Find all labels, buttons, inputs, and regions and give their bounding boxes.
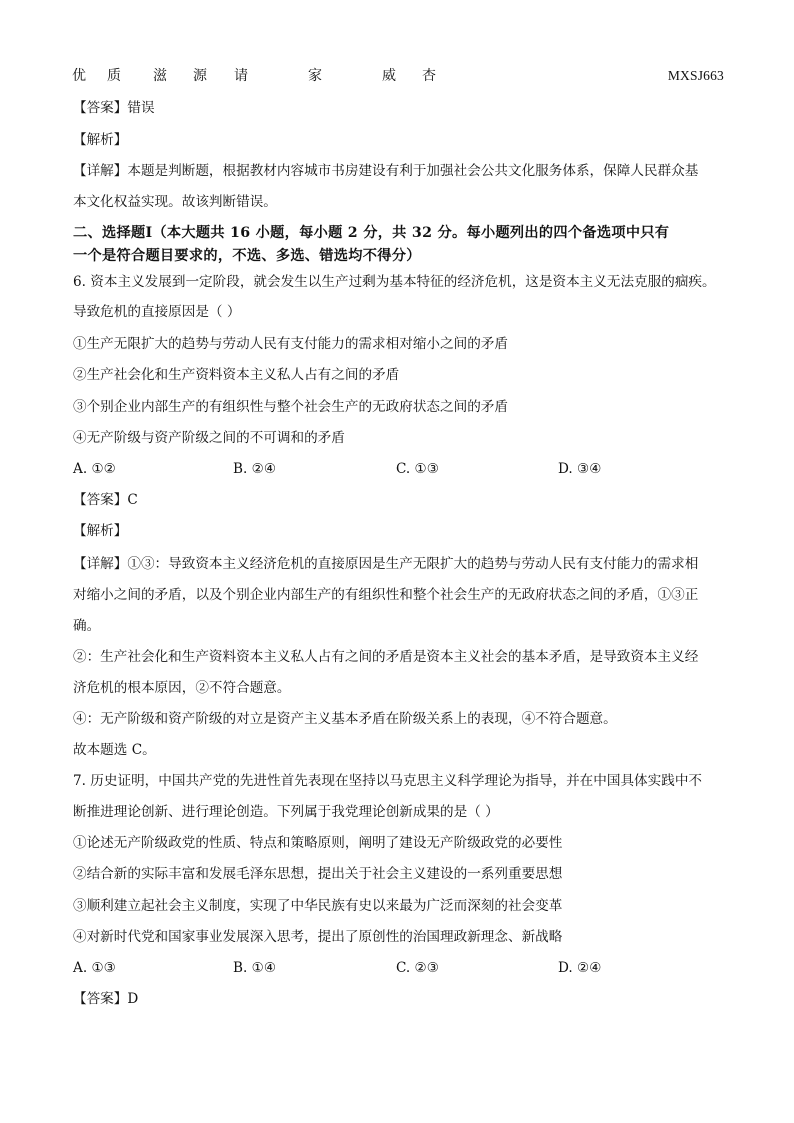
header-char: 请 [234, 68, 248, 84]
statement-item: ②生产社会化和生产资料资本主义私人占有之间的矛盾 [73, 367, 400, 383]
analysis-label: 【解析】 [73, 523, 128, 539]
choice-option: D. ②④ [558, 960, 602, 976]
answer-line: 【答案】错误 [73, 100, 155, 116]
header-char: 滋 [153, 68, 167, 84]
choice-option: A. ①② [73, 461, 116, 477]
statement-item: ④无产阶级与资产阶级之间的不可调和的矛盾 [73, 430, 345, 446]
header-char: 优 [72, 68, 86, 84]
choice-option: C. ①③ [396, 461, 439, 477]
section-heading: 二、选择题Ⅰ（本大题共 16 小题，每小题 2 分，共 32 分。每小题列出的四个备选项中只有 [73, 225, 670, 241]
choice-option: D. ③④ [558, 461, 602, 477]
detail-line: 对缩小之间的矛盾，以及个别企业内部生产的有组织性和整个社会生产的无政府状态之间的矛盾，①③正 [73, 587, 699, 603]
answer-line: 【答案】C [73, 492, 138, 508]
question-stem: 7. 历史证明，中国共产党的先进性首先表现在坚持以马克思主义科学理论为指导，并在中国具体实践中不 [73, 773, 703, 789]
statement-item: ③顺利建立起社会主义制度，实现了中华民族有史以来最为广泛而深刻的社会变革 [73, 898, 563, 914]
header-char: 源 [193, 68, 207, 84]
choice-option: B. ①④ [233, 960, 277, 976]
detail-line: 济危机的根本原因，②不符合题意。 [73, 680, 291, 696]
detail-line: 本文化权益实现。故该判断错误。 [73, 194, 277, 210]
answer-line: 【答案】D [73, 991, 139, 1007]
detail-line: 【详解】本题是判断题，根据教材内容城市书房建设有利于加强社会公共文化服务体系，保障人民群众基 [73, 163, 699, 179]
choice-option: A. ①③ [73, 960, 116, 976]
statement-item: ④对新时代党和国家事业发展深入思考，提出了原创性的治国理政新理念、新战略 [73, 929, 563, 945]
question-stem: 导致危机的直接原因是（ ） [73, 304, 241, 320]
analysis-label: 【解析】 [73, 132, 128, 148]
page-header [72, 66, 724, 88]
question-stem: 断推进理论创新、进行理论创造。下列属于我党理论创新成果的是（ ） [73, 804, 499, 820]
header-char: 质 [107, 68, 121, 84]
detail-line: ④：无产阶级和资产阶级的对立是资产主义基本矛盾在阶级关系上的表现，④不符合题意。 [73, 711, 617, 727]
header-char: 家 [308, 68, 322, 84]
statement-item: ①生产无限扩大的趋势与劳动人民有支付能力的需求相对缩小之间的矛盾 [73, 336, 508, 352]
detail-line: 确。 [73, 618, 101, 634]
statement-item: ③个别企业内部生产的有组织性与整个社会生产的无政府状态之间的矛盾 [73, 399, 508, 415]
section-heading: 一个是符合题目要求的，不选、多选、错选均不得分） [73, 248, 421, 264]
choice-option: C. ②③ [396, 960, 439, 976]
detail-line: 【详解】①③：导致资本主义经济危机的直接原因是生产无限扩大的趋势与劳动人民有支付能力的需求相 [73, 556, 699, 572]
header-char: 杏 [422, 68, 436, 84]
header-char: 威 [382, 68, 396, 84]
question-stem: 6. 资本主义发展到一定阶段，就会发生以生产过剩为基本特征的经济危机，这是资本主义无法克服的痼疾。 [73, 274, 716, 290]
statement-item: ①论述无产阶级政党的性质、特点和策略原则，阐明了建设无产阶级政党的必要性 [73, 835, 563, 851]
choice-option: B. ②④ [233, 461, 277, 477]
statement-item: ②结合新的实际丰富和发展毛泽东思想，提出关于社会主义建设的一系列重要思想 [73, 866, 563, 882]
detail-line: ②：生产社会化和生产资料资本主义私人占有之间的矛盾是资本主义社会的基本矛盾，是导致资本主义经 [73, 649, 699, 665]
header-code: MXSJ663 [667, 68, 724, 83]
detail-line: 故本题选 C。 [73, 742, 156, 758]
